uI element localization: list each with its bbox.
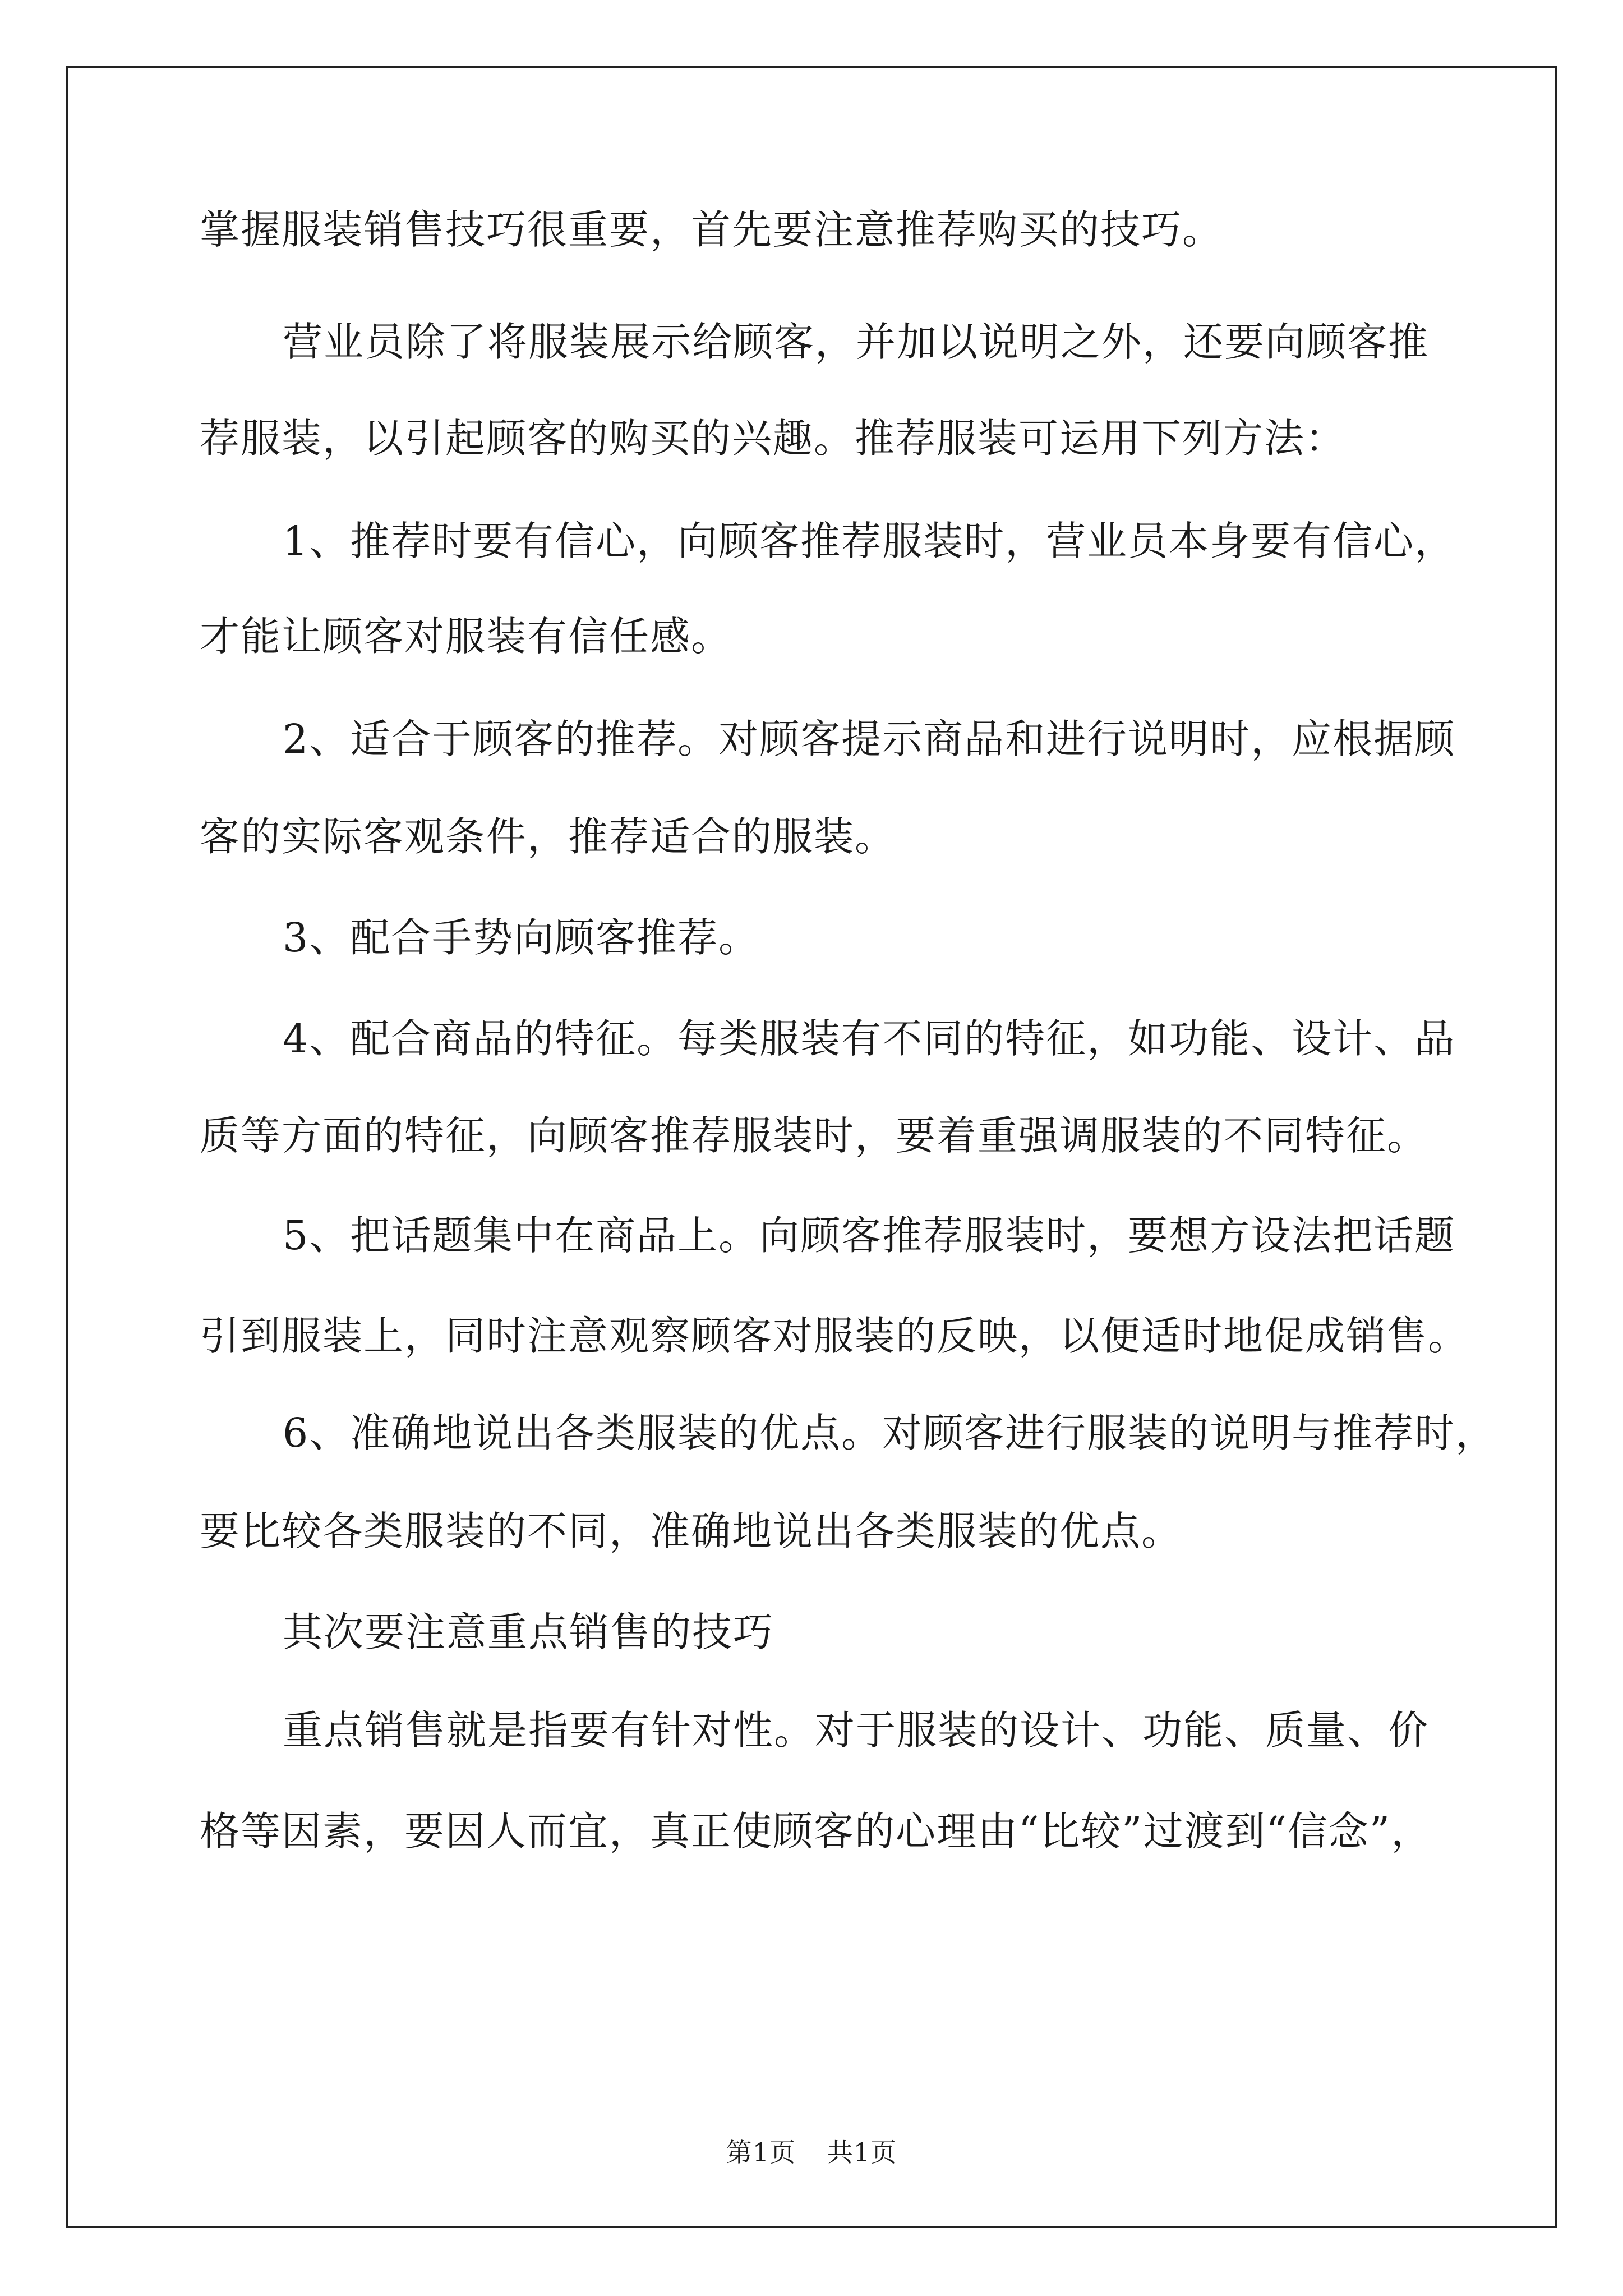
text-line: 掌握服装销售技巧很重要，首先要注意推荐购买的技巧。 [200, 206, 1224, 253]
page-footer [0, 2136, 1623, 2169]
text-line: 1、推荐时要有信心，向顾客推荐服装时，营业员本身要有信心， [283, 518, 1456, 564]
text-line: 重点销售就是指要有针对性。对于服装的设计、功能、质量、价 [283, 1707, 1430, 1754]
text-line: 荐服装，以引起顾客的购买的兴趣。推荐服装可运用下列方法： [200, 415, 1347, 462]
text-line: 质等方面的特征，向顾客推荐服装时，要着重强调服装的不同特征。 [200, 1112, 1428, 1159]
text-line: 3、配合手势向顾客推荐。 [283, 914, 760, 961]
text-line: 要比较各类服装的不同，准确地说出各类服装的优点。 [200, 1508, 1183, 1554]
total-pages: 共1页 [827, 2137, 897, 2168]
text-line: 其次要注意重点销售的技巧 [283, 1609, 774, 1655]
text-line: 才能让顾客对服装有信任感。 [200, 613, 732, 660]
text-line: 格等因素，要因人而宜，真正使顾客的心理由“比较”过渡到“信念”， [200, 1808, 1432, 1855]
text-line: 6、准确地说出各类服装的优点。对顾客进行服装的说明与推荐时， [283, 1410, 1497, 1456]
text-line: 引到服装上，同时注意观察顾客对服装的反映，以便适时地促成销售。 [200, 1313, 1469, 1359]
text-line: 2、适合于顾客的推荐。对顾客提示商品和进行说明时，应根据顾 [283, 716, 1456, 762]
text-line: 4、配合商品的特征。每类服装有不同的特征，如功能、设计、品 [283, 1015, 1456, 1062]
text-line: 营业员除了将服装展示给顾客，并加以说明之外，还要向顾客推 [283, 319, 1430, 365]
text-line: 5、把话题集中在商品上。向顾客推荐服装时，要想方设法把话题 [283, 1212, 1456, 1259]
page-number: 第1页 [726, 2137, 796, 2168]
text-line: 客的实际客观条件，推荐适合的服装。 [200, 813, 896, 860]
